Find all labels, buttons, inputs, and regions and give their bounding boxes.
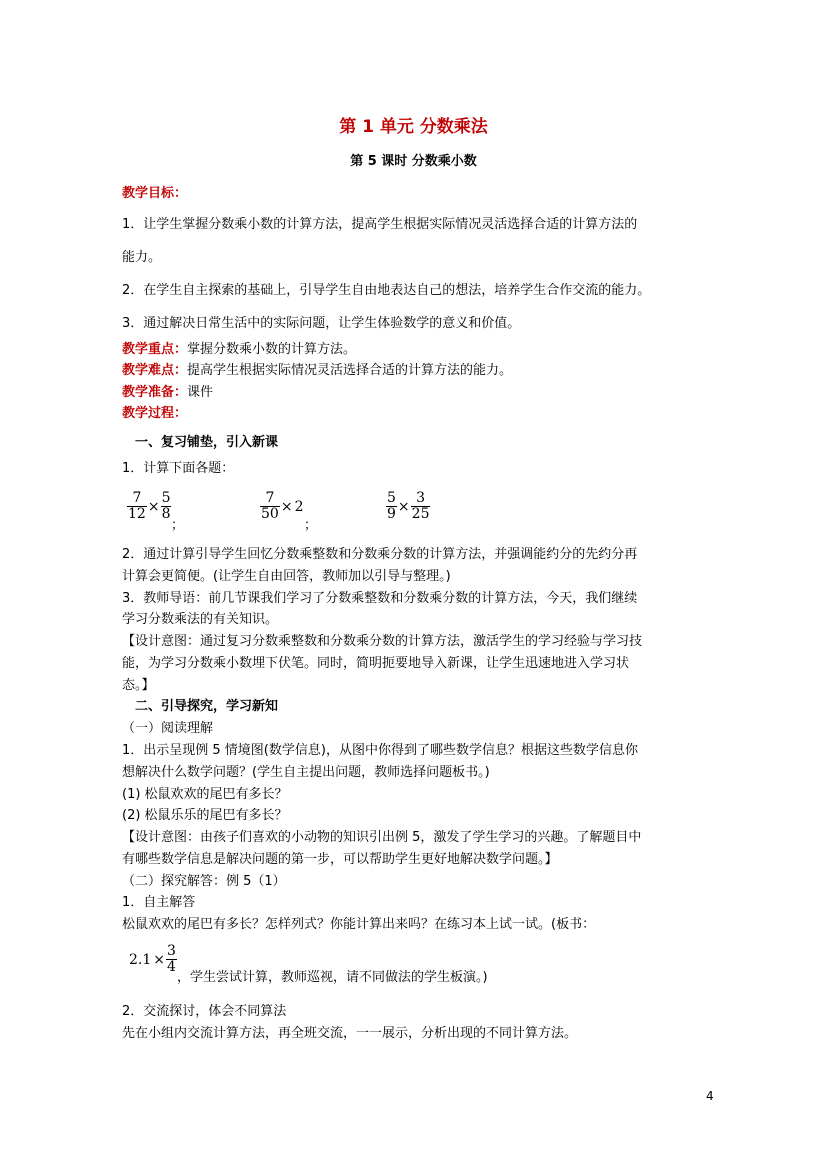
section-1-paragraph-3-line-1: 3．教师导语：前几节课我们学习了分数乘整数和分数乘分数的计算方法，今天，我们继续 [122,591,638,606]
difficulty-text: 提高学生根据实际情况灵活选择合适的计算方法的能力。 [187,363,513,378]
goal-item-1-line-2: 能力。 [122,250,162,265]
fraction: $\frac{5}{9}$ [387,490,396,522]
section-2-subheading-2: （二）探究解答：例 5（1） [122,874,286,889]
fraction: $\frac{7}{50}$ [261,490,279,522]
page-number: 4 [706,1089,714,1103]
section-1-intent-line-2: 能，为学习分数乘小数埋下伏笔。同时，简明扼要地导入新课，让学生迅速地进入学习状 [122,656,630,671]
step-2-heading: 2．交流探讨，体会不同算法 [122,1004,287,1019]
section-1-paragraph-2-line-2: 计算会更简便。(让学生自由回答，教师加以引导与整理。) [122,569,451,584]
math-expression-4 [128,944,177,975]
goal-item-3: 3．通过解决日常生活中的实际问题，让学生体验数学的意义和价值。 [122,316,521,331]
math-expression-1 [127,491,171,522]
preparation-text: 课件 [187,385,214,400]
section-2-heading: 二、引导探究，学习新知 [135,699,279,714]
fraction: $\frac{3}{4}$ [167,943,176,975]
goal-item-1-line-1: 1．让学生掌握分数乘小数的计算方法，提高学生根据实际情况灵活选择合适的计算方法的 [122,217,638,232]
step-1-after-expression: ，学生尝试计算，教师巡视，请不同做法的学生板演。) [177,970,488,985]
fraction: $\frac{3}{25}$ [411,490,430,522]
section-1-paragraph-2-line-1: 2．通过计算引导学生回忆分数乘整数和分数乘分数的计算方法，并强调能约分的先约分再 [122,547,638,562]
key-point [122,341,356,359]
preparation [122,384,213,402]
goals-heading: 教学目标： [122,186,188,201]
section-1-intent-line-1: 【设计意图：通过复习分数乘整数和分数乘分数的计算方法，激活学生的学习经验与学习技 [122,634,643,649]
fraction: $\frac{7}{12}$ [128,490,146,522]
section-1-heading: 一、复习铺垫，引入新课 [135,435,279,450]
section-2-intent-line-2: 有哪些数学信息是解决问题的第一步，可以帮助学生更好地解决数学问题。】 [122,852,558,867]
integer: 2 [294,498,304,515]
key-point-label: 教学重点： [122,342,188,357]
key-point-text: 掌握分数乘小数的计算方法。 [187,342,357,357]
page-title: 第 1 单元 分数乘法 [339,117,488,137]
step-2-text: 先在小组内交流计算方法，再全班交流，一一展示，分析出现的不同计算方法。 [122,1026,578,1041]
decimal-number: 2.1 [129,951,152,968]
section-1-intent-line-3: 态。】 [122,678,155,693]
math-expression-2 [260,491,304,522]
semicolon: ； [171,518,185,533]
difficulty [122,362,512,380]
section-1-paragraph-3-line-2: 学习分数乘法的有关知识。 [122,612,279,627]
section-2-paragraph-1-line-2: 想解决什么数学问题？(学生自主提出问题，教师选择问题板书。) [122,765,490,780]
section-2-question-2: (2) 松鼠乐乐的尾巴有多长？ [122,808,288,823]
process-heading: 教学过程： [122,406,188,421]
times-sign: × [397,498,410,515]
times-sign: × [280,498,293,515]
preparation-label: 教学准备： [122,385,188,400]
goal-item-2: 2．在学生自主探索的基础上，引导学生自由地表达自己的想法，培养学生合作交流的能力。 [122,283,651,298]
section-2-question-1: (1) 松鼠欢欢的尾巴有多长？ [122,787,288,802]
difficulty-label: 教学难点： [122,363,188,378]
math-expression-3 [386,491,430,522]
times-sign: × [153,951,165,968]
section-2-intent-line-1: 【设计意图：由孩子们喜欢的小动物的知识引出例 5，激发了学生学习的兴趣。了解题目中 [122,830,642,845]
fraction: $\frac{5}{8}$ [161,490,171,522]
times-sign: × [147,498,160,515]
semicolon: ； [304,518,318,533]
step-1-text: 松鼠欢欢的尾巴有多长？怎样列式？你能计算出来吗？在练习本上试一试。(板书： [122,917,596,932]
section-1-question-1: 1．计算下面各题： [122,461,235,476]
section-2-subheading-1: （一）阅读理解 [122,721,214,736]
section-2-paragraph-1-line-1: 1．出示呈现例 5 情境图(数学信息)，从图中你得到了哪些数学信息？根据这些数学信息你 [122,743,638,758]
step-1-heading: 1．自主解答 [122,895,196,910]
page-subtitle: 第 5 课时 分数乘小数 [350,154,477,169]
